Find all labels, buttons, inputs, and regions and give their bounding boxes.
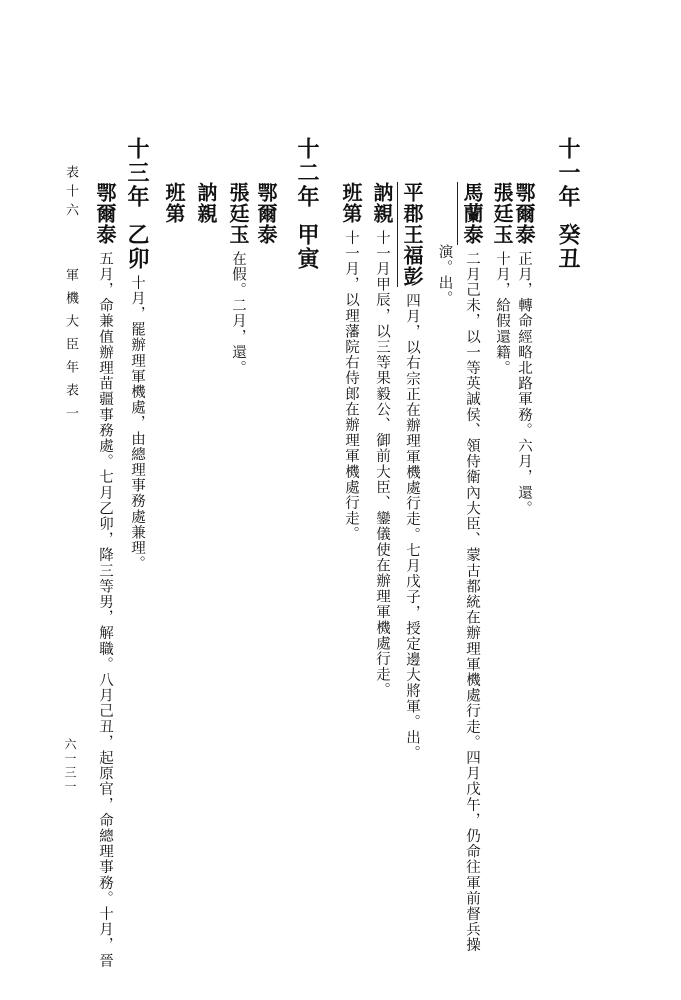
entry-text: 五月，命兼值辦理苗疆事務處。七月乙卯，降三等男，解職。八月己丑，起原官，命總理事務。十月，晉 [97, 251, 113, 969]
year: 十二年 [294, 137, 320, 209]
entry-text: 二月己未，以一等英誠侯、領侍衛內大臣、蒙古都統在辦理軍機處行走。四月戊午，仍命往軍前督兵操 [464, 251, 480, 953]
entry-name: 班第 [339, 182, 363, 224]
entry [462, 182, 482, 953]
entry-name: 馬蘭泰 [457, 182, 484, 245]
entry-name: 張廷玉 [226, 182, 250, 245]
entry-text: 四月，以右宗正在辦理軍機處行走。七月戊子，授定邊大將軍。出。 [404, 293, 420, 761]
entry [372, 182, 392, 698]
year-heading [126, 137, 148, 571]
entry-name: 訥親 [194, 182, 218, 224]
entry [164, 182, 184, 224]
year-heading [296, 137, 318, 271]
page-number: 六一三一 [63, 738, 77, 794]
table-title: 軍機大臣年表一 [63, 268, 78, 429]
entry-name: 班第 [162, 182, 186, 224]
entry-name: 鄂爾泰 [93, 182, 117, 245]
entry-name: 張廷玉 [490, 182, 514, 245]
entry [196, 182, 216, 224]
ganzhi: 甲寅 [294, 223, 320, 271]
entry [95, 182, 115, 969]
entry [514, 182, 534, 516]
ganzhi: 癸丑 [555, 223, 581, 271]
entry-text: 正月，轉命經略北路軍務。六月，還。 [516, 251, 532, 517]
year: 十三年 [124, 137, 150, 209]
ganzhi: 乙卯 [124, 223, 150, 271]
entry-text: 十月，給假還籍。 [494, 251, 510, 376]
entry-name: 訥親 [370, 182, 394, 224]
entry-continuation: 演。出。 [436, 244, 453, 307]
year-note: 十月，罷辦理軍機處，由總理事務處兼理。 [129, 275, 145, 572]
volume-label: 表十六 [63, 165, 78, 222]
year: 十一年 [555, 137, 581, 209]
entry-name: 平郡王福彭 [397, 182, 424, 287]
entry-name: 鄂爾泰 [512, 182, 536, 245]
entry [341, 182, 361, 542]
entry [228, 182, 248, 376]
entry-text: 十一月甲辰，以三等果毅公、御前大臣、鑾儀使在辦理軍機處行走。 [374, 230, 390, 698]
entry [256, 182, 276, 245]
entry [402, 182, 422, 761]
year-heading [557, 137, 579, 271]
entry-text: 十一月，以理藩院右侍郎在辦理軍機處行走。 [343, 230, 359, 542]
entry-name: 鄂爾泰 [254, 182, 278, 245]
entry-text: 在假。二月，還。 [230, 251, 246, 376]
entry [492, 182, 512, 376]
